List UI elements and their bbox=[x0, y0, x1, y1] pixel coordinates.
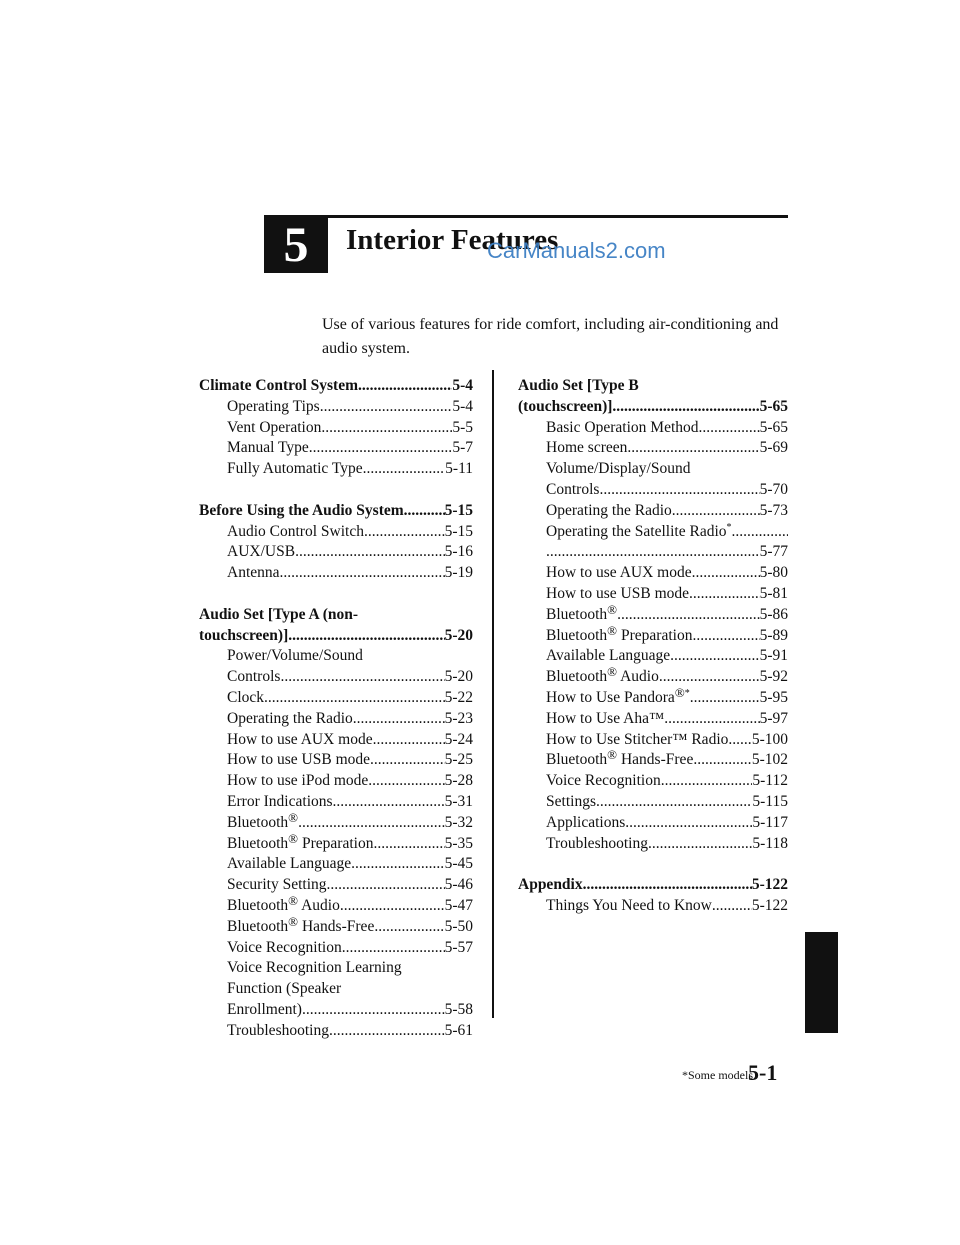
toc-entry-line bbox=[546, 501, 788, 522]
section-gap bbox=[199, 480, 473, 501]
dot-leader bbox=[295, 542, 444, 563]
toc-page-ref: 5-15 bbox=[444, 522, 473, 540]
toc-page-ref: 5-24 bbox=[444, 730, 473, 748]
toc-entry-line bbox=[546, 438, 788, 459]
toc-entry-line bbox=[227, 542, 473, 563]
toc-entry-text: Manual Type bbox=[227, 439, 309, 457]
dot-leader bbox=[661, 771, 753, 792]
toc-entry-line bbox=[546, 418, 788, 439]
toc-entry-line bbox=[546, 563, 788, 584]
dot-leader bbox=[298, 813, 445, 834]
toc-entry-line bbox=[546, 646, 788, 667]
section-title[interactable] bbox=[199, 376, 473, 397]
toc-entry-line bbox=[227, 438, 473, 459]
toc-entry-line bbox=[227, 892, 473, 917]
toc-entry[interactable] bbox=[518, 501, 788, 522]
dot-leader bbox=[280, 667, 444, 688]
toc-entry[interactable] bbox=[199, 459, 473, 480]
toc-page-ref: 5-22 bbox=[444, 688, 473, 706]
toc-entry-text: Error Indications bbox=[227, 792, 333, 810]
toc-entry-text: Home screen bbox=[546, 439, 628, 457]
toc-entry-text: Security Setting bbox=[227, 876, 327, 894]
dot-leader bbox=[302, 1000, 445, 1021]
toc-entry-text: Function (Speaker bbox=[227, 980, 342, 998]
toc-entry[interactable] bbox=[518, 813, 788, 834]
toc-page-ref: 5-4 bbox=[452, 397, 473, 415]
dot-leader bbox=[693, 750, 752, 771]
section-page-ref: 5-15 bbox=[444, 501, 473, 519]
dot-leader bbox=[320, 397, 453, 418]
toc-entry[interactable] bbox=[199, 709, 473, 730]
dot-leader bbox=[596, 792, 752, 813]
section-title-text: touchscreen)] bbox=[199, 626, 289, 644]
toc-entry[interactable] bbox=[518, 438, 788, 459]
dot-leader bbox=[342, 938, 445, 959]
section-title-text: (touchscreen)] bbox=[518, 397, 613, 415]
toc-entry[interactable] bbox=[518, 459, 788, 501]
dot-leader bbox=[546, 542, 760, 563]
toc-entry[interactable] bbox=[518, 584, 788, 605]
toc-entry-line bbox=[227, 958, 473, 979]
toc-entry[interactable] bbox=[518, 792, 788, 813]
toc-entry-text: Bluetooth® Audio bbox=[227, 892, 340, 914]
dot-leader bbox=[321, 418, 452, 439]
toc-entry[interactable] bbox=[199, 938, 473, 959]
toc-entry-line bbox=[546, 834, 788, 855]
toc-entry-line bbox=[227, 397, 473, 418]
toc-page-ref: 5-7 bbox=[452, 439, 473, 457]
toc-entry-line bbox=[227, 730, 473, 751]
toc-page-ref: 5-69 bbox=[759, 439, 788, 457]
dot-leader bbox=[612, 397, 759, 418]
toc-entry-line bbox=[227, 418, 473, 439]
dot-leader bbox=[672, 501, 760, 522]
toc-entry-line bbox=[546, 813, 788, 834]
toc-page-ref: 5-46 bbox=[444, 876, 473, 894]
section-title[interactable] bbox=[199, 605, 473, 626]
dot-leader bbox=[358, 376, 452, 397]
dot-leader bbox=[712, 896, 752, 917]
toc-entry-line bbox=[227, 1000, 473, 1021]
toc-entry-line bbox=[227, 563, 473, 584]
toc-page-ref: 5-86 bbox=[759, 605, 788, 623]
toc-section bbox=[199, 376, 473, 480]
toc-page-ref: 5-102 bbox=[751, 751, 788, 769]
dot-leader bbox=[309, 438, 453, 459]
toc-entry-line bbox=[227, 522, 473, 543]
toc-entry-text: How to use USB mode bbox=[227, 751, 371, 769]
toc-page-ref: 5-92 bbox=[759, 668, 788, 686]
toc-entry[interactable] bbox=[199, 1021, 473, 1042]
toc-entry[interactable] bbox=[199, 830, 473, 855]
toc-entry[interactable] bbox=[199, 771, 473, 792]
toc-entry-text: How to Use Stitcher™ Radio bbox=[546, 730, 729, 748]
toc-entry[interactable] bbox=[199, 418, 473, 439]
chapter-number-box: 5 bbox=[264, 215, 328, 273]
toc-page-ref: 5-57 bbox=[444, 938, 473, 956]
toc-entry-text: How to use USB mode bbox=[546, 584, 690, 602]
toc-entry-text: Bluetooth® Hands-Free bbox=[227, 913, 375, 935]
toc-entry-text: Troubleshooting bbox=[227, 1021, 329, 1039]
toc-entry-line bbox=[546, 622, 788, 647]
toc-entry[interactable] bbox=[199, 646, 473, 688]
toc-page-ref: 5-16 bbox=[444, 543, 473, 561]
toc-entry-text: Controls bbox=[227, 668, 281, 686]
section-title-text: Appendix bbox=[518, 876, 583, 894]
toc-page-ref: 5-97 bbox=[759, 709, 788, 727]
toc-entry[interactable] bbox=[518, 601, 788, 626]
dot-leader bbox=[363, 459, 446, 480]
toc-entry-text: Settings bbox=[546, 792, 596, 810]
toc-page-ref: 5-77 bbox=[759, 543, 788, 561]
section-gap bbox=[518, 854, 788, 875]
toc-entry-text: Voice Recognition bbox=[546, 772, 661, 790]
dot-leader bbox=[625, 813, 752, 834]
dot-leader bbox=[583, 875, 752, 896]
toc-entry-text: Voice Recognition Learning bbox=[227, 959, 402, 977]
dot-leader bbox=[627, 438, 759, 459]
dot-leader bbox=[353, 709, 445, 730]
dot-leader bbox=[699, 418, 760, 439]
toc-entry-line bbox=[546, 584, 788, 605]
toc-entry-line bbox=[546, 896, 788, 917]
toc-entry-text: Operating Tips bbox=[227, 397, 320, 415]
toc-entry[interactable] bbox=[518, 646, 788, 667]
section-title[interactable] bbox=[199, 501, 473, 522]
toc-entry-text: Bluetooth® Preparation bbox=[546, 622, 693, 644]
toc-entry[interactable] bbox=[518, 664, 788, 688]
chapter-intro: Use of various features for ride comfort, including air-conditioning and audio system. bbox=[322, 316, 779, 357]
toc-entry-line bbox=[227, 709, 473, 730]
toc-entry-line bbox=[546, 601, 788, 626]
dot-leader bbox=[732, 522, 788, 543]
toc-entry[interactable] bbox=[199, 809, 473, 834]
toc-page-ref: 5-61 bbox=[444, 1021, 473, 1039]
toc-page-ref: 5-35 bbox=[444, 834, 473, 852]
toc-entry-line bbox=[546, 684, 788, 709]
toc-page-ref: 5-89 bbox=[759, 626, 788, 644]
toc-entry[interactable] bbox=[518, 834, 788, 855]
toc-entry-text: Bluetooth® bbox=[546, 601, 618, 623]
toc-entry[interactable] bbox=[518, 563, 788, 584]
toc-entry-text: Bluetooth® bbox=[227, 809, 299, 831]
toc-entry-line bbox=[227, 830, 473, 855]
dot-leader bbox=[599, 480, 759, 501]
section-title-text: Before Using the Audio System bbox=[199, 501, 404, 519]
toc-entry-text: How to use AUX mode bbox=[546, 564, 692, 582]
toc-entry[interactable] bbox=[199, 397, 473, 418]
toc-entry-text: Bluetooth® Preparation bbox=[227, 830, 374, 852]
toc-entry-line bbox=[546, 664, 788, 688]
dot-leader bbox=[368, 771, 444, 792]
toc-entry-line bbox=[227, 854, 473, 875]
toc-entry-text: How to use AUX mode bbox=[227, 730, 373, 748]
toc-entry-text: Fully Automatic Type bbox=[227, 460, 363, 478]
toc-entry-line bbox=[227, 809, 473, 834]
toc-entry[interactable] bbox=[518, 522, 788, 564]
toc-page-ref: 5-50 bbox=[444, 917, 473, 935]
dot-leader bbox=[364, 522, 445, 543]
toc-entry-line bbox=[227, 750, 473, 771]
toc-entry[interactable] bbox=[199, 792, 473, 813]
toc-page-ref: 5-65 bbox=[759, 418, 788, 436]
toc-entry-text: How to use iPod mode bbox=[227, 772, 369, 790]
toc-entry[interactable] bbox=[199, 522, 473, 543]
section-title[interactable] bbox=[518, 875, 788, 896]
chapter-side-tab bbox=[805, 932, 838, 1033]
toc-entry-line bbox=[227, 688, 473, 709]
section-title[interactable] bbox=[518, 397, 788, 418]
dot-leader bbox=[690, 688, 760, 709]
toc-entry-text: Things You Need to Know bbox=[546, 896, 712, 914]
toc-entry-line bbox=[546, 709, 788, 730]
toc-entry-text: Operating the Satellite Radio* bbox=[546, 521, 732, 540]
toc-entry[interactable] bbox=[199, 750, 473, 771]
toc-entry-line bbox=[227, 646, 473, 667]
toc-entry[interactable] bbox=[199, 438, 473, 459]
toc-entry-line bbox=[546, 730, 788, 751]
dot-leader bbox=[670, 646, 759, 667]
dot-leader bbox=[373, 834, 444, 855]
toc-entry[interactable] bbox=[518, 709, 788, 730]
toc-entry-line bbox=[227, 938, 473, 959]
chapter-title: Interior Features bbox=[346, 224, 559, 256]
dot-leader bbox=[370, 750, 445, 771]
toc-entry-line bbox=[227, 875, 473, 896]
toc-entry-line bbox=[227, 979, 473, 1000]
toc-entry-line bbox=[546, 542, 788, 563]
toc-entry[interactable] bbox=[518, 730, 788, 751]
toc-entry-text: Antenna bbox=[227, 564, 280, 582]
toc-entry-text: Operating the Radio bbox=[546, 501, 672, 519]
toc-page-ref: 5-23 bbox=[444, 709, 473, 727]
watermark: CarManuals2.com bbox=[487, 238, 666, 263]
toc-entry-line bbox=[227, 667, 473, 688]
toc-page-ref: 5-19 bbox=[444, 564, 473, 582]
dot-leader bbox=[280, 563, 445, 584]
toc-entry[interactable] bbox=[518, 896, 788, 917]
toc-left-column bbox=[199, 376, 473, 1042]
toc-page-ref: 5-32 bbox=[444, 813, 473, 831]
toc-entry-line bbox=[546, 747, 788, 771]
toc-entry-text: Bluetooth® Audio bbox=[546, 664, 659, 686]
section-page-ref: 5-65 bbox=[759, 397, 788, 415]
toc-entry[interactable] bbox=[199, 730, 473, 751]
toc-page-ref: 5-95 bbox=[759, 688, 788, 706]
toc-page-ref: 5-91 bbox=[759, 647, 788, 665]
toc-page-ref: 5-47 bbox=[444, 896, 473, 914]
toc-entry-text: Volume/Display/Sound bbox=[546, 460, 691, 478]
toc-page-ref: 5-122 bbox=[751, 896, 788, 914]
toc-entry[interactable] bbox=[199, 563, 473, 584]
toc-entry-text: Basic Operation Method bbox=[546, 418, 699, 436]
toc-entry-line bbox=[546, 522, 788, 543]
toc-entry-text: Clock bbox=[227, 688, 265, 706]
dot-leader bbox=[333, 792, 445, 813]
toc-page-ref: 5-112 bbox=[752, 772, 788, 790]
toc-entry[interactable] bbox=[518, 418, 788, 439]
toc-entry-line bbox=[546, 771, 788, 792]
dot-leader bbox=[340, 896, 445, 917]
toc-entry-line bbox=[227, 459, 473, 480]
toc-entry-line bbox=[227, 913, 473, 938]
dot-leader bbox=[329, 1021, 445, 1042]
dot-leader bbox=[728, 730, 751, 751]
dot-leader bbox=[648, 834, 752, 855]
toc-entry-line bbox=[227, 792, 473, 813]
dot-leader bbox=[692, 626, 759, 647]
toc-entry[interactable] bbox=[518, 622, 788, 647]
toc-entry-text: Bluetooth® Hands-Free bbox=[546, 747, 694, 769]
dot-leader bbox=[351, 854, 444, 875]
dot-leader bbox=[264, 688, 445, 709]
dot-leader bbox=[664, 709, 759, 730]
toc-entry-text: Troubleshooting bbox=[546, 834, 648, 852]
toc-entry-line bbox=[546, 459, 788, 480]
toc-entry-line bbox=[546, 792, 788, 813]
toc-section bbox=[199, 605, 473, 1042]
toc-page-ref: 5-80 bbox=[759, 564, 788, 582]
toc-entry-line bbox=[227, 1021, 473, 1042]
toc-entry-line bbox=[227, 771, 473, 792]
toc-entry[interactable] bbox=[518, 771, 788, 792]
dot-leader bbox=[374, 917, 444, 938]
toc-entry[interactable] bbox=[199, 913, 473, 938]
toc-entry[interactable] bbox=[199, 958, 473, 1020]
toc-entry[interactable] bbox=[199, 875, 473, 896]
toc-page-ref: 5-73 bbox=[759, 501, 788, 519]
footnote: *Some models. bbox=[682, 1068, 756, 1082]
toc-entry-text: Available Language bbox=[546, 647, 671, 665]
toc-section bbox=[518, 376, 788, 854]
toc-page-ref: 5-11 bbox=[445, 460, 473, 478]
section-page-ref: 5-122 bbox=[751, 876, 788, 894]
toc-section bbox=[199, 501, 473, 584]
toc-page-ref: 5-115 bbox=[752, 792, 788, 810]
toc-page-ref: 5-31 bbox=[444, 792, 473, 810]
toc-entry[interactable] bbox=[199, 854, 473, 875]
toc-entry-text: How to Use Pandora®* bbox=[546, 684, 690, 706]
toc-entry-text: Power/Volume/Sound bbox=[227, 647, 363, 665]
toc-entry-text: Enrollment) bbox=[227, 1000, 302, 1018]
toc-page-ref: 5-5 bbox=[452, 418, 473, 436]
section-page-ref: 5-4 bbox=[452, 377, 473, 394]
toc-entry-text: Controls bbox=[546, 480, 600, 498]
toc-page-ref: 5-117 bbox=[752, 813, 788, 831]
dot-leader bbox=[689, 584, 760, 605]
section-title-text: Audio Set [Type B bbox=[518, 377, 639, 394]
dot-leader bbox=[617, 605, 760, 626]
toc-entry-text: Voice Recognition bbox=[227, 938, 342, 956]
toc-section bbox=[518, 875, 788, 917]
toc-page-ref: 5-118 bbox=[752, 834, 788, 852]
dot-leader bbox=[373, 730, 445, 751]
toc-page-ref: 5-25 bbox=[444, 751, 473, 769]
section-title-text: Audio Set [Type A (non- bbox=[199, 605, 359, 623]
toc-entry-text: Operating the Radio bbox=[227, 709, 353, 727]
section-title[interactable] bbox=[199, 626, 473, 647]
dot-leader bbox=[288, 626, 444, 647]
toc-page-ref: 5-70 bbox=[759, 480, 788, 498]
toc-entry-text: Available Language bbox=[227, 855, 352, 873]
toc-page-ref: 5-20 bbox=[444, 668, 473, 686]
toc-page-ref: 5-100 bbox=[751, 730, 788, 748]
header-rule bbox=[328, 215, 788, 218]
dot-leader bbox=[327, 875, 445, 896]
toc-entry[interactable] bbox=[199, 688, 473, 709]
section-gap bbox=[199, 584, 473, 605]
toc-entry-text: Applications bbox=[546, 813, 626, 831]
toc-entry[interactable] bbox=[199, 892, 473, 917]
toc-entry-text: AUX/USB bbox=[227, 543, 296, 561]
column-divider bbox=[492, 370, 494, 1018]
section-page-ref: 5-20 bbox=[444, 626, 473, 644]
section-title-text: Climate Control System bbox=[199, 377, 358, 394]
toc-entry[interactable] bbox=[518, 747, 788, 771]
dot-leader bbox=[692, 563, 760, 584]
toc-page-ref: 5-58 bbox=[444, 1000, 473, 1018]
page-number: 5-1 bbox=[748, 1060, 778, 1085]
toc-page-ref: 5-28 bbox=[444, 772, 473, 790]
toc-entry[interactable] bbox=[199, 542, 473, 563]
toc-page-ref: 5-81 bbox=[759, 584, 788, 602]
dot-leader bbox=[404, 501, 445, 522]
toc-page-ref: 5-45 bbox=[444, 855, 473, 873]
section-title[interactable] bbox=[518, 376, 788, 397]
toc-entry-text: Audio Control Switch bbox=[227, 522, 364, 540]
toc-entry-line bbox=[546, 480, 788, 501]
toc-entry-text: Vent Operation bbox=[227, 418, 322, 436]
toc-entry[interactable] bbox=[518, 684, 788, 709]
toc-right-column bbox=[518, 376, 788, 917]
toc-entry-text: How to Use Aha™ bbox=[546, 709, 665, 727]
